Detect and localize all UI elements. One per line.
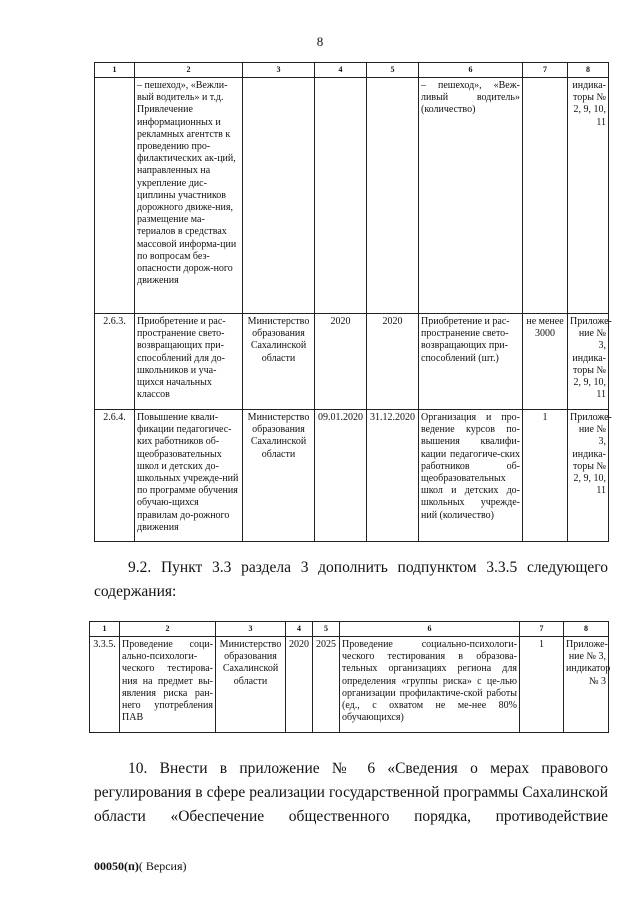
column-header: 2 bbox=[120, 622, 216, 637]
end-date: 31.12.2020 bbox=[367, 410, 419, 542]
target-value: 1 bbox=[523, 410, 568, 542]
target-value: 1 bbox=[520, 637, 564, 733]
table-row bbox=[90, 637, 609, 733]
column-header: 5 bbox=[313, 622, 340, 637]
column-header: 8 bbox=[564, 622, 609, 637]
column-header: 3 bbox=[243, 63, 315, 78]
amendment-paragraph-10 bbox=[94, 757, 608, 829]
column-header: 7 bbox=[523, 63, 568, 78]
paragraph-line: 10. Внести в приложение № 6 «Сведения о мерах правового bbox=[128, 760, 608, 777]
executor bbox=[243, 78, 315, 314]
expected-result: Приобретение и рас-пространение свето-возвращающих при-способлений (шт.) bbox=[419, 314, 523, 410]
start-date: 09.01.2020 bbox=[315, 410, 367, 542]
column-header: 6 bbox=[419, 63, 523, 78]
measure-name: – пешеход», «Вежли-вый водитель» и т.д. Привлечение информационных и рекламных агентств к проведению про-филактических ак-ций, направленных на укрепление дис-циплины участников дорожного движе-ния, размещение ма-териалов в средствах массовой информа-ции по вопросам без-опасности дорож-ного движения bbox=[135, 78, 243, 314]
paragraph-line: 9.2. Пункт 3.3 раздела 3 дополнить подпунктом 3.3.5 следующего bbox=[128, 559, 608, 576]
note: Приложе-ние № 3, индика-торы № 2, 9, 10, 11 bbox=[568, 314, 609, 410]
column-header: 3 bbox=[216, 622, 286, 637]
paragraph-line: регулирования в сфере реализации государственной программы Сахалинской bbox=[94, 784, 608, 801]
column-header: 8 bbox=[568, 63, 609, 78]
column-header: 1 bbox=[90, 622, 120, 637]
note: индика-торы № 2, 9, 10, 11 bbox=[568, 78, 609, 314]
row-number: 3.3.5. bbox=[90, 637, 120, 733]
measure-name: Приобретение и рас-пространение свето-возвращающих при-способлений для до-школьников и уча-щихся начальных классов bbox=[135, 314, 243, 410]
table-row bbox=[95, 314, 609, 410]
end-date: 2025 bbox=[313, 637, 340, 733]
paragraph-line: области «Обеспечение общественного порядка, противодействие bbox=[94, 808, 608, 825]
column-header: 7 bbox=[520, 622, 564, 637]
executor: Министерство образования Сахалинской области bbox=[243, 314, 315, 410]
note: Приложе-ние № 3, индика-торы № 2, 9, 10, 11 bbox=[568, 410, 609, 542]
table-header-row bbox=[95, 63, 609, 78]
document-footer bbox=[94, 859, 187, 874]
page-number: 8 bbox=[316, 34, 324, 49]
target-value bbox=[523, 78, 568, 314]
version-label: ( Версия) bbox=[138, 859, 187, 873]
column-header: 5 bbox=[367, 63, 419, 78]
executor: Министерство образования Сахалинской области bbox=[216, 637, 286, 733]
end-date: 2020 bbox=[367, 314, 419, 410]
amendment-paragraph-9-2 bbox=[94, 556, 608, 604]
new-subitem-table bbox=[89, 621, 609, 733]
measures-table-continued bbox=[94, 62, 612, 542]
start-date: 2020 bbox=[315, 314, 367, 410]
table-header-row bbox=[90, 622, 609, 637]
table-row bbox=[95, 78, 609, 314]
row-number: 2.6.3. bbox=[95, 314, 135, 410]
row-number bbox=[95, 78, 135, 314]
column-header: 4 bbox=[286, 622, 313, 637]
column-header: 2 bbox=[135, 63, 243, 78]
column-header: 6 bbox=[340, 622, 520, 637]
target-value: не менее 3000 bbox=[523, 314, 568, 410]
column-header: 1 bbox=[95, 63, 135, 78]
measure-name: Повышение квали-фикации педагогичес-ких работников об-щеобразовательных школ и детских до-школьных учрежде-ний по программе обучения обучаю-щихся правилам до-рожного движения bbox=[135, 410, 243, 542]
start-date bbox=[315, 78, 367, 314]
expected-result: Организация и про-ведение курсов по-вышения квалифи-кации педагогиче-ских работников об-щеобразовательных школ и детских до-школьных учрежде-ний (количество) bbox=[419, 410, 523, 542]
end-date bbox=[367, 78, 419, 314]
row-number: 2.6.4. bbox=[95, 410, 135, 542]
document-code: 00050(п) bbox=[94, 859, 139, 873]
expected-result: – пешеход», «Веж-ливый водитель» (количество) bbox=[419, 78, 523, 314]
paragraph-line: содержания: bbox=[94, 583, 177, 600]
table-row bbox=[95, 410, 609, 542]
start-date: 2020 bbox=[286, 637, 313, 733]
executor: Министерство образования Сахалинской области bbox=[243, 410, 315, 542]
expected-result: Проведение социально-психологи-ческого тестирования в образова-тельных организациях региона для определения «группы риска» с це-лью организации профилактиче-ской работы (ед., с охватом не ме-нее 80% обучающихся) bbox=[340, 637, 520, 733]
column-header: 4 bbox=[315, 63, 367, 78]
measure-name: Проведение соци-ально-психологи-ческого тестирова-ния на предмет вы-явления риска ран-него употребления ПАВ bbox=[120, 637, 216, 733]
note: Приложе-ние № 3, индикатор № 3 bbox=[564, 637, 609, 733]
